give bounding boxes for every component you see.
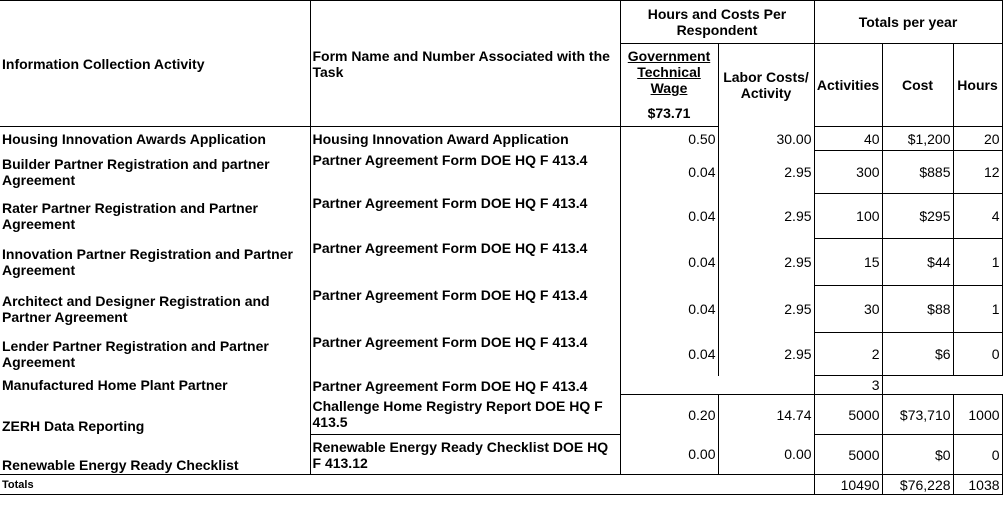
header-activity: Information Collection Activity — [0, 1, 310, 127]
cost-cell: $295 — [882, 194, 953, 239]
table-row — [0, 194, 1002, 239]
table-row — [0, 239, 1002, 286]
form-cell: Partner Agreement Form DOE HQ F 413.4 — [310, 376, 620, 395]
activities-cell: 100 — [814, 194, 882, 239]
activity-cell: Housing Innovation Awards Application — [2, 130, 266, 147]
form-cell: Partner Agreement Form DOE HQ F 413.4 — [310, 194, 620, 239]
table-row — [0, 376, 1002, 395]
hours-cell: 20 — [953, 127, 1002, 151]
wage-cell: 0.00 — [620, 435, 718, 475]
activities-cell: 40 — [814, 127, 882, 151]
cost-cell: $6 — [882, 333, 953, 376]
totals-cost: $76,228 — [882, 475, 953, 495]
activity-cell: Innovation Partner Registration and Partner Agreement — [2, 246, 293, 278]
table-row — [0, 286, 1002, 333]
totals-hours: 1038 — [953, 475, 1002, 495]
hours-cell: 1 — [953, 239, 1002, 286]
form-cell: Renewable Energy Ready Checklist DOE HQ F 413.12 — [310, 435, 620, 475]
wage-cell: 0.04 — [620, 194, 718, 239]
header-wage: Government Technical Wage — [627, 48, 711, 97]
activity-cell: Renewable Energy Ready Checklist — [2, 457, 239, 473]
wage-cell: 0.04 — [620, 239, 718, 286]
hours-cell: 0 — [953, 333, 1002, 376]
table-row — [0, 333, 1002, 376]
cost-cell: $73,710 — [882, 395, 953, 435]
header-labor-costs: Labor Costs/ Activity — [718, 44, 814, 127]
wage-cell: 0.04 — [620, 151, 718, 194]
hours-cell: 12 — [953, 151, 1002, 194]
hours-cell: 0 — [953, 435, 1002, 475]
cost-cell: $0 — [882, 435, 953, 475]
activities-cell: 5000 — [814, 435, 882, 475]
wage-cell: 0.20 — [620, 395, 718, 435]
labor-cell — [718, 376, 814, 395]
form-cell: Partner Agreement Form DOE HQ F 413.4 — [310, 286, 620, 333]
wage-cell: 0.04 — [620, 333, 718, 376]
header-form: Form Name and Number Associated with the Task — [310, 1, 620, 127]
labor-cell: 2.95 — [718, 151, 814, 194]
header-wage-value: $73.71 — [620, 101, 718, 127]
cost-cell: $88 — [882, 286, 953, 333]
activities-cell: 300 — [814, 151, 882, 194]
table-row — [0, 395, 1002, 435]
cost-cell: $44 — [882, 239, 953, 286]
form-cell: Partner Agreement Form DOE HQ F 413.4 — [310, 239, 620, 286]
header-totals-group: Totals per year — [814, 1, 1002, 44]
activity-cell: Lender Partner Registration and Partner Agreement — [2, 338, 269, 370]
activity-cell: ZERH Data Reporting — [2, 417, 145, 434]
wage-cell: 0.04 — [620, 286, 718, 333]
form-cell: Challenge Home Registry Report DOE HQ F 413.5 — [310, 395, 620, 435]
hours-cell: 1 — [953, 286, 1002, 333]
header-cost: Cost — [882, 44, 953, 127]
form-cell: Partner Agreement Form DOE HQ F 413.4 — [310, 151, 620, 194]
labor-cell: 14.74 — [718, 395, 814, 435]
labor-cell: 0.00 — [718, 435, 814, 475]
cost-cell: $885 — [882, 151, 953, 194]
labor-cell: 30.00 — [718, 127, 814, 151]
labor-cell: 2.95 — [718, 239, 814, 286]
totals-label: Totals — [0, 475, 310, 495]
activity-cell: Rater Partner Registration and Partner Agreement — [2, 200, 258, 232]
header-hours: Hours — [953, 44, 1002, 127]
activity-cell: Manufactured Home Plant Partner — [2, 377, 228, 393]
activities-cell: 5000 — [814, 395, 882, 435]
labor-cell: 2.95 — [718, 194, 814, 239]
totals-activities: 10490 — [814, 475, 882, 495]
table-row — [0, 435, 1002, 475]
wage-cell — [620, 376, 718, 395]
activities-cell: 15 — [814, 239, 882, 286]
table-row — [0, 127, 1002, 151]
cost-cell — [882, 376, 953, 395]
table-row — [0, 151, 1002, 194]
form-cell: Partner Agreement Form DOE HQ F 413.4 — [310, 333, 620, 376]
activities-cell: 2 — [814, 333, 882, 376]
activity-cell: Architect and Designer Registration and Partner Agreement — [2, 293, 270, 325]
hours-cell — [953, 376, 1002, 395]
hours-cell: 1000 — [953, 395, 1002, 435]
header-activities: Activities — [814, 44, 882, 127]
totals-row — [0, 475, 1002, 495]
cost-cell: $1,200 — [882, 127, 953, 151]
form-cell: Housing Innovation Award Application — [310, 127, 620, 151]
hours-cell: 4 — [953, 194, 1002, 239]
activities-cell: 3 — [814, 376, 882, 395]
activity-cell: Builder Partner Registration and partner Agreement — [2, 156, 270, 188]
wage-cell: 0.50 — [620, 127, 718, 151]
labor-cell: 2.95 — [718, 333, 814, 376]
activities-cell: 30 — [814, 286, 882, 333]
header-hours-costs-group: Hours and Costs Per Respondent — [620, 1, 814, 44]
labor-cell: 2.95 — [718, 286, 814, 333]
